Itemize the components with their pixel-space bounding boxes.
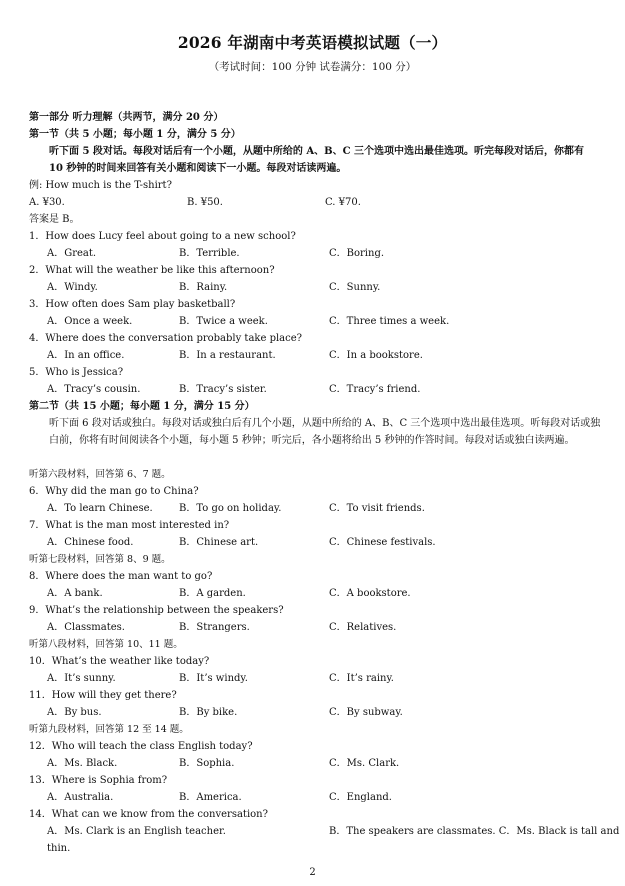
option-a: A．In an office. bbox=[47, 350, 125, 361]
option-c: C．Ms. Clark. bbox=[329, 758, 400, 769]
option-a: A．Once a week. bbox=[47, 316, 133, 327]
option-b: B．Tracy’s sister. bbox=[179, 384, 267, 395]
question-10: 10．What’s the weather like today? bbox=[29, 656, 210, 667]
example-options bbox=[29, 194, 601, 211]
option-b: B．America. bbox=[179, 792, 242, 803]
group-8-label: 听第八段材料，回答第 10、11 题。 bbox=[29, 639, 183, 650]
part1-heading: 第一部分 听力理解（共两节，满分 20 分） bbox=[29, 112, 224, 123]
option-c: C．Boring. bbox=[329, 248, 385, 259]
question-13-options bbox=[29, 789, 601, 806]
option-c: C．Chinese festivals. bbox=[329, 537, 436, 548]
option-b: B．To go on holiday. bbox=[179, 503, 282, 514]
question-3: 3．How often does Sam play basketball? bbox=[29, 299, 236, 310]
section1-instruction: 听下面 5 段对话。每段对话后有一个小题，从题中所给的 A、B、C 三个选项中选出最佳选项。听完每段对话后，你都有 10 秒钟的时间来回答有关小题和阅读下一小题。每段对话读两遍。 bbox=[49, 146, 585, 174]
question-3-options bbox=[29, 313, 601, 330]
option-c: C．Tracy’s friend. bbox=[329, 384, 421, 395]
option-c: C．To visit friends. bbox=[329, 503, 425, 514]
group-9-label: 听第九段材料，回答第 12 至 14 题。 bbox=[29, 724, 189, 735]
question-7-options bbox=[29, 534, 601, 551]
question-8: 8．Where does the man want to go? bbox=[29, 571, 213, 582]
example-option-a: A. ¥30. bbox=[29, 197, 65, 208]
option-b-and-c: B．The speakers are classmates. C．Ms. Black is tall and bbox=[329, 826, 620, 837]
example-question: 例: How much is the T-shirt? bbox=[29, 180, 172, 191]
option-a: A．Ms. Clark is an English teacher. bbox=[47, 826, 226, 837]
option-a: A．It’s sunny. bbox=[47, 673, 116, 684]
exam-content bbox=[29, 109, 620, 857]
option-c: C．Relatives. bbox=[329, 622, 397, 633]
question-10-options bbox=[29, 670, 601, 687]
option-b: B．Sophia. bbox=[179, 758, 235, 769]
question-1-options bbox=[29, 245, 601, 262]
option-a: A．To learn Chinese. bbox=[47, 503, 153, 514]
example-answer: 答案是 B。 bbox=[29, 214, 80, 225]
question-5: 5．Who is Jessica? bbox=[29, 367, 124, 378]
exam-info: （考试时间：100 分钟 试卷满分：100 分） bbox=[208, 61, 417, 73]
question-4-options bbox=[29, 347, 601, 364]
option-a: A．Australia. bbox=[47, 792, 114, 803]
option-b: B．By bike. bbox=[179, 707, 238, 718]
question-6: 6．Why did the man go to China? bbox=[29, 486, 199, 497]
option-c: C．A bookstore. bbox=[329, 588, 411, 599]
question-9: 9．What’s the relationship between the speakers? bbox=[29, 605, 284, 616]
option-c: C．By subway. bbox=[329, 707, 403, 718]
question-2: 2．What will the weather be like this afternoon? bbox=[29, 265, 275, 276]
question-2-options bbox=[29, 279, 601, 296]
option-c: C．It’s rainy. bbox=[329, 673, 394, 684]
option-c: C．Three times a week. bbox=[329, 316, 450, 327]
question-12-options bbox=[29, 755, 601, 772]
option-a: A．Classmates. bbox=[47, 622, 125, 633]
question-1: 1．How does Lucy feel about going to a new school? bbox=[29, 231, 296, 242]
question-4: 4．Where does the conversation probably take place? bbox=[29, 333, 303, 344]
question-14-options bbox=[29, 823, 620, 840]
option-b: B．Strangers. bbox=[179, 622, 250, 633]
option-c-continued: thin. bbox=[47, 843, 71, 854]
question-9-options bbox=[29, 619, 601, 636]
example-option-b: B. ¥50. bbox=[187, 197, 223, 208]
option-a: A．Great. bbox=[47, 248, 97, 259]
page-number: 2 bbox=[309, 867, 316, 878]
option-b: B．Twice a week. bbox=[179, 316, 268, 327]
group-7-label: 听第七段材料，回答第 8、9 题。 bbox=[29, 554, 171, 565]
option-b: B．A garden. bbox=[179, 588, 246, 599]
option-b: B．Terrible. bbox=[179, 248, 240, 259]
question-6-options bbox=[29, 500, 601, 517]
option-b: B．In a restaurant. bbox=[179, 350, 276, 361]
option-a: A．Ms. Black. bbox=[47, 758, 118, 769]
page-title: 2026 年湖南中考英语模拟试题（一） bbox=[177, 33, 448, 52]
question-5-options bbox=[29, 381, 601, 398]
question-8-options bbox=[29, 585, 601, 602]
question-12: 12．Who will teach the class English today? bbox=[29, 741, 253, 752]
option-c: C．England. bbox=[329, 792, 392, 803]
question-11: 11．How will they get there? bbox=[29, 690, 177, 701]
option-a: A．Chinese food. bbox=[47, 537, 134, 548]
option-a: A．Tracy’s cousin. bbox=[47, 384, 141, 395]
option-c: C．In a bookstore. bbox=[329, 350, 423, 361]
option-a: A．Windy. bbox=[47, 282, 98, 293]
section1-heading: 第一节（共 5 小题；每小题 1 分，满分 5 分） bbox=[29, 129, 241, 140]
question-11-options bbox=[29, 704, 601, 721]
section2-instruction: 听下面 6 段对话或独白。每段对话或独白后有几个小题，从题中所给的 A、B、C 三个选项中选出最佳选项。听每段对话或独白前，你将有时间阅读各个小题，每小题 5 秒钟；听完后，各小题将给出 5 秒钟的作答时间。每段对话或独白读两遍。 bbox=[49, 418, 601, 446]
option-c: C．Sunny. bbox=[329, 282, 381, 293]
option-a: A．A bank. bbox=[47, 588, 103, 599]
question-7: 7．What is the man most interested in? bbox=[29, 520, 230, 531]
question-14: 14．What can we know from the conversation? bbox=[29, 809, 268, 820]
group-6-label: 听第六段材料，回答第 6、7 题。 bbox=[29, 469, 171, 480]
question-13: 13．Where is Sophia from? bbox=[29, 775, 168, 786]
section2-heading: 第二节（共 15 小题；每小题 1 分，满分 15 分） bbox=[29, 401, 255, 412]
option-a: A．By bus. bbox=[47, 707, 102, 718]
option-b: B．Chinese art. bbox=[179, 537, 259, 548]
example-option-c: C. ¥70. bbox=[325, 197, 361, 208]
option-b: B．It’s windy. bbox=[179, 673, 248, 684]
option-b: B．Rainy. bbox=[179, 282, 228, 293]
